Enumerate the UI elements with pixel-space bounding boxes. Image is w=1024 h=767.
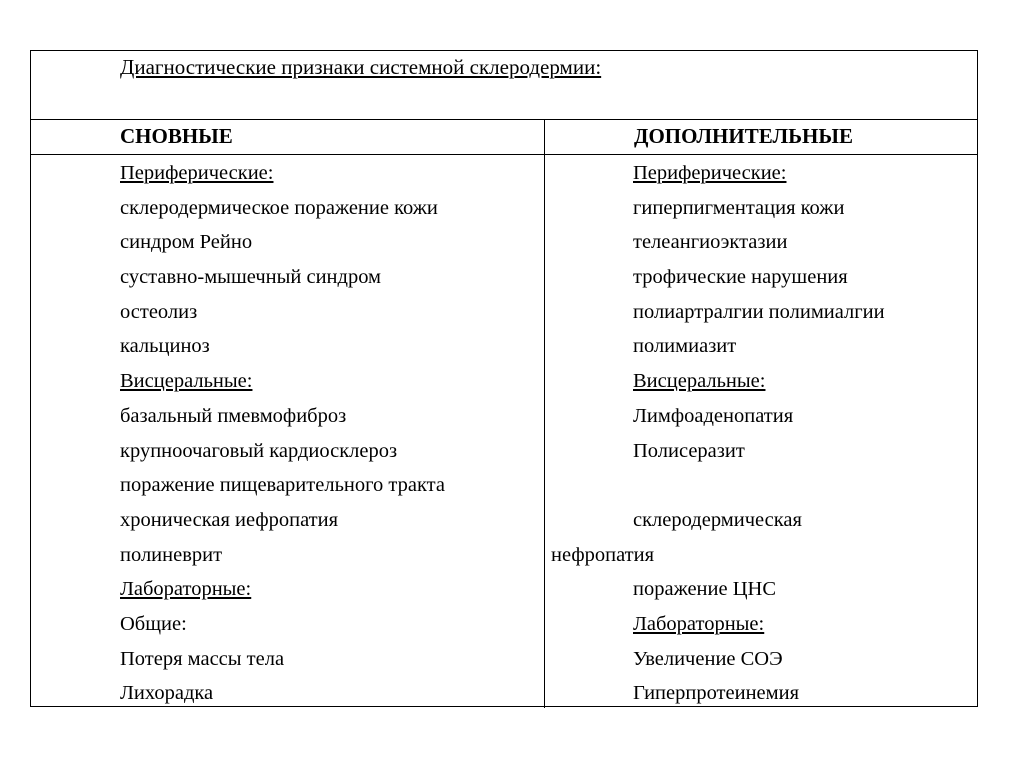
item-text: Периферические: (120, 162, 274, 184)
list-item (551, 572, 885, 607)
list-item (551, 191, 885, 226)
list-item (551, 468, 885, 503)
list-item (120, 225, 445, 260)
list-item (551, 676, 885, 711)
list-item (551, 295, 885, 330)
list-item (120, 399, 445, 434)
item-text: Гиперпротеинемия (633, 682, 800, 705)
item-text: кальциноз (120, 335, 210, 358)
list-item (120, 329, 445, 364)
item-text: Висцеральные: (633, 370, 766, 393)
list-item (120, 434, 445, 469)
header-row (31, 120, 977, 155)
item-text: Лабораторные: (120, 578, 252, 601)
section-heading (551, 364, 885, 399)
item-text: остеолиз (120, 300, 198, 323)
header-main: СНОВНЫЕ (120, 124, 233, 148)
section-heading (551, 156, 885, 191)
item-text: базальный пмевмофиброз (120, 404, 347, 427)
item-text: Полисеразит (633, 439, 745, 462)
list-item (120, 191, 445, 226)
item-text: Лабораторные: (633, 612, 765, 635)
item-text: склеродермическая (633, 508, 802, 531)
list-item (120, 468, 445, 503)
item-text: поражение ЦНС (633, 578, 777, 601)
item-text: Лимфоаденопатия (633, 404, 794, 427)
list-item (551, 538, 885, 573)
list-item (551, 399, 885, 434)
table-title: Диагностические признаки системной склеродермии: (120, 55, 602, 79)
item-text: Лихорадка (120, 682, 214, 705)
additional-signs-column (551, 156, 885, 711)
main-signs-column (120, 156, 445, 711)
item-text: трофические нарушения (633, 266, 848, 289)
item-text: телеангиоэктазии (633, 231, 788, 254)
list-item (551, 434, 885, 469)
column-divider (544, 120, 545, 708)
item-text: гиперпигментация кожи (633, 196, 845, 219)
list-item (551, 329, 885, 364)
item-text: полимиазит (633, 335, 737, 358)
item-text: хроническая иефропатия (120, 508, 339, 531)
list-item (551, 503, 885, 538)
section-heading (120, 572, 445, 607)
item-text: поражение пищеварительного тракта (120, 474, 445, 497)
list-item (551, 225, 885, 260)
list-item (120, 260, 445, 295)
item-text: Увеличение СОЭ (633, 647, 783, 670)
item-text: крупноочаговый кардиосклероз (120, 439, 398, 462)
header-additional: ДОПОЛНИТЕЛЬНЫЕ (634, 124, 853, 148)
item-text: Висцеральные: (120, 370, 253, 393)
title-row (31, 51, 977, 120)
list-item (120, 642, 445, 677)
item-text: Потеря массы тела (120, 647, 285, 670)
list-item (120, 538, 445, 573)
item-text: склеродермическое поражение кожи (120, 196, 438, 219)
item-text: полиартралгии полимиалгии (633, 300, 885, 323)
item-text: полиневрит (120, 543, 223, 566)
section-heading (120, 364, 445, 399)
item-text: Общие: (120, 612, 187, 635)
list-item (120, 607, 445, 642)
list-item (120, 503, 445, 538)
list-item (551, 642, 885, 677)
item-text: суставно-мышечный синдром (120, 266, 382, 289)
list-item (551, 260, 885, 295)
section-heading (551, 607, 885, 642)
item-text: синдром Рейно (120, 231, 253, 254)
list-item (120, 295, 445, 330)
list-item (120, 676, 445, 711)
item-text: нефропатия (551, 543, 655, 566)
item-text: Периферические: (633, 162, 787, 184)
section-heading (120, 156, 445, 191)
diagnostic-table (30, 50, 978, 707)
